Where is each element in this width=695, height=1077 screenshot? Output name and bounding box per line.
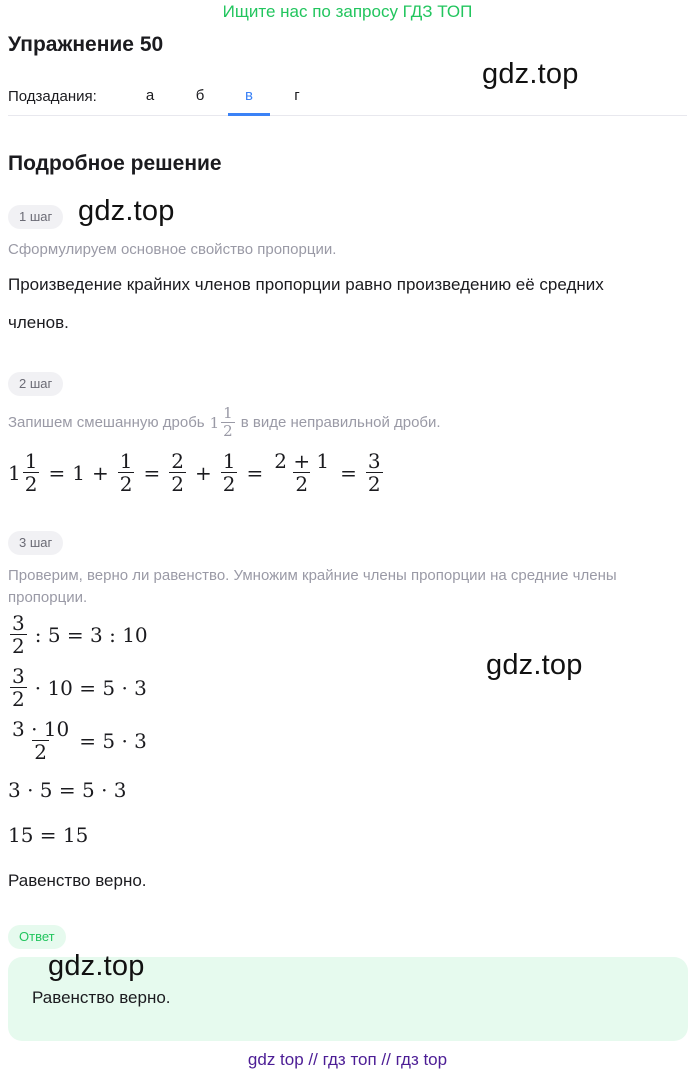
denominator: 2 — [12, 687, 25, 711]
fraction — [10, 718, 71, 763]
plus-sign: + — [194, 460, 212, 485]
section-title: Подробное решение — [8, 152, 222, 175]
numerator: 3 — [367, 449, 381, 473]
tab-v[interactable]: в — [228, 78, 270, 116]
step-2-equation — [8, 450, 385, 495]
step-3-pill: 3 шаг — [8, 531, 63, 555]
step-3-line-4: 3 · 5 = 5 · 3 — [8, 778, 127, 802]
step-3-line-2 — [8, 665, 147, 710]
denominator: 2 — [171, 472, 184, 496]
step-3-hint-line-2: пропорции. — [8, 589, 88, 606]
denominator: 2 — [119, 472, 133, 496]
denominator: 2 — [24, 472, 38, 496]
expression-rest: · 10 = 5 · 3 — [34, 675, 147, 700]
fraction — [221, 450, 238, 495]
numerator: 1 — [222, 449, 236, 473]
numerator: 1 — [24, 449, 38, 473]
step-1-hint: Сформулируем основное свойство пропорции. — [8, 241, 337, 258]
fraction — [366, 450, 383, 495]
step-3-line-5: 15 = 15 — [8, 823, 89, 847]
denominator: 2 — [367, 472, 381, 496]
watermark: gdz.top — [482, 58, 579, 90]
step-3-line-1 — [8, 612, 148, 657]
hint-mixed-whole: 1 — [209, 413, 220, 432]
tab-a[interactable]: а — [145, 87, 155, 104]
equals-sign: = — [246, 460, 264, 485]
fraction — [118, 450, 135, 495]
numerator: 3 · 10 — [12, 717, 70, 741]
expression-rest: : 5 = 3 : 10 — [34, 622, 148, 647]
mixed-whole: 1 — [8, 460, 21, 485]
numerator: 2 + 1 — [274, 449, 330, 473]
step-3-line-3 — [8, 718, 147, 763]
answer-pill: Ответ — [8, 925, 66, 949]
watermark: gdz.top — [48, 950, 145, 982]
hint-mixed-fraction — [221, 405, 235, 440]
fraction — [272, 450, 331, 495]
watermark: gdz.top — [78, 195, 175, 227]
subtasks-label: Подзадания: — [8, 88, 97, 105]
promo-banner[interactable]: Ищите нас по запросу ГДЗ ТОП — [222, 2, 473, 21]
step-3-hint-line-1: Проверим, верно ли равенство. Умножим крайние члены пропорции на средние члены — [8, 567, 617, 584]
fraction — [169, 450, 186, 495]
denominator: 2 — [295, 472, 309, 496]
page-title: Упражнение 50 — [8, 33, 164, 56]
numerator: 1 — [223, 404, 233, 422]
denominator: 2 — [222, 472, 236, 496]
step-2-hint-before: Запишем смешанную дробь — [8, 413, 205, 431]
fraction — [23, 450, 40, 495]
step-2-pill: 2 шаг — [8, 372, 63, 396]
subtasks-bar — [8, 78, 687, 116]
numerator: 3 — [12, 664, 25, 688]
step-1-text-line-2: членов. — [8, 313, 69, 332]
term: 1 — [72, 460, 85, 485]
step-1-pill: 1 шаг — [8, 205, 63, 229]
denominator: 2 — [223, 422, 233, 440]
fraction — [10, 665, 27, 710]
watermark: gdz.top — [486, 649, 583, 681]
plus-sign: + — [91, 460, 109, 485]
tab-b[interactable]: б — [195, 87, 205, 104]
tab-g[interactable]: г — [294, 87, 300, 104]
numerator: 2 — [171, 449, 184, 473]
answer-text: Равенство верно. — [32, 988, 171, 1007]
denominator: 2 — [34, 740, 47, 764]
numerator: 3 — [12, 611, 25, 635]
step-2-hint-after: в виде неправильной дроби. — [240, 413, 441, 431]
denominator: 2 — [12, 634, 25, 658]
step-1-text-line-1: Произведение крайних членов пропорции равно произведению её средних — [8, 275, 604, 294]
equals-sign: = — [48, 460, 66, 485]
step-2-hint — [8, 405, 441, 440]
expression-rest: = 5 · 3 — [79, 728, 147, 753]
step-3-conclusion: Равенство верно. — [8, 871, 147, 890]
equals-sign: = — [340, 460, 357, 485]
numerator: 1 — [119, 449, 133, 473]
fraction — [10, 612, 27, 657]
footer-links[interactable]: gdz top // гдз топ // гдз top — [247, 1050, 448, 1069]
equals-sign: = — [143, 460, 161, 485]
